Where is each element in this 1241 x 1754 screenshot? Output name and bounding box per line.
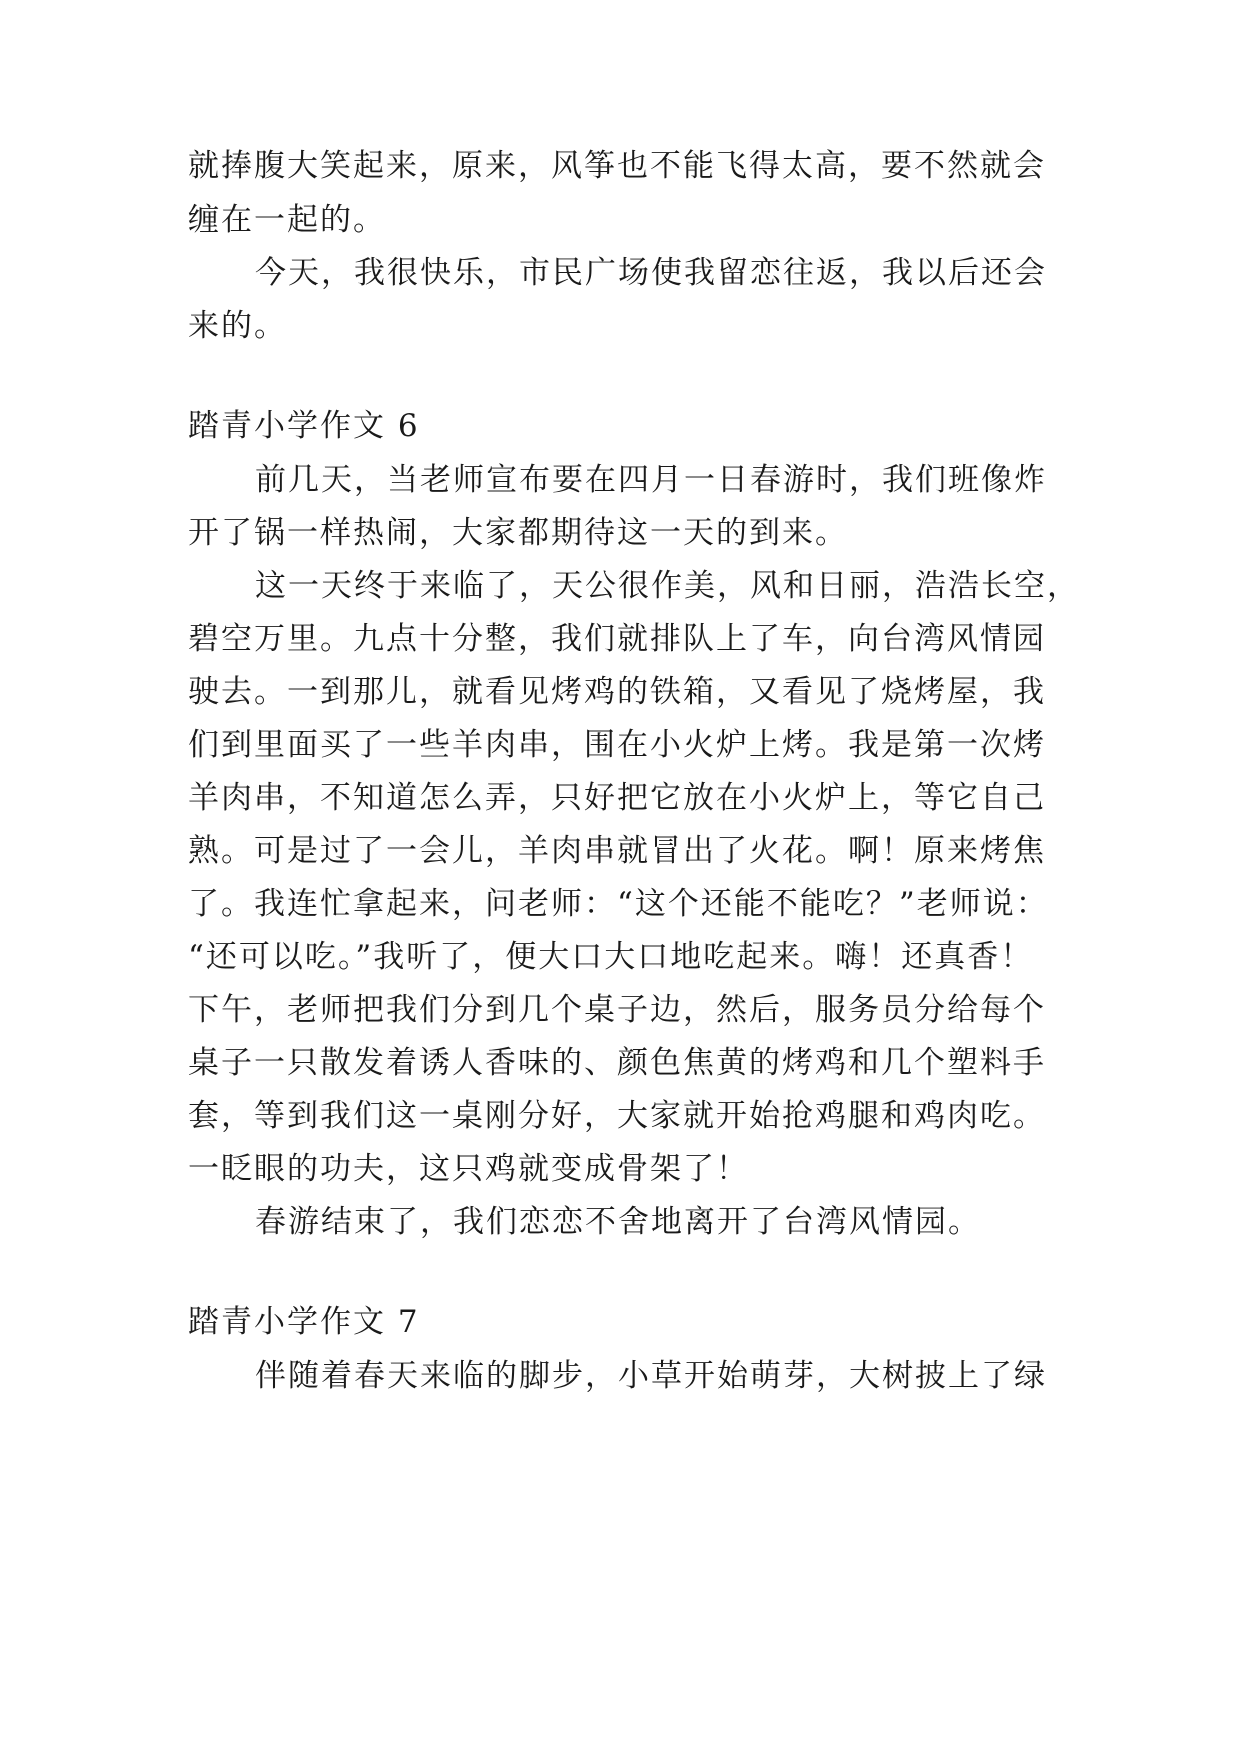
text-line: 碧空万里。九点十分整，我们就排队上了车，向台湾风情园	[188, 621, 1046, 657]
text-line: 今天，我很快乐，市民广场使我留恋往返，我以后还会	[255, 255, 1047, 291]
text-line: 们到里面买了一些羊肉串，围在小火炉上烤。我是第一次烤	[188, 727, 1046, 763]
text-line: 开了锅一样热闹，大家都期待这一天的到来。	[188, 515, 848, 551]
text-line: 前几天，当老师宣布要在四月一日春游时，我们班像炸	[255, 462, 1047, 498]
text-line: 伴随着春天来临的脚步，小草开始萌芽，大树披上了绿	[255, 1358, 1047, 1394]
section-title: 踏青小学作文 7	[188, 1304, 420, 1340]
text-line: 熟。可是过了一会儿，羊肉串就冒出了火花。啊！原来烤焦	[188, 833, 1046, 869]
text-line: 驶去。一到那儿，就看见烤鸡的铁箱，又看见了烧烤屋，我	[188, 674, 1046, 710]
text-line: 桌子一只散发着诱人香味的、颜色焦黄的烤鸡和几个塑料手	[188, 1045, 1046, 1081]
section-title: 踏青小学作文 6	[188, 408, 420, 444]
text-line: 春游结束了，我们恋恋不舍地离开了台湾风情园。	[255, 1204, 981, 1240]
text-line: 了。我连忙拿起来，问老师：“这个还能不能吃？”老师说：	[188, 886, 1049, 922]
text-line: 套，等到我们这一桌刚分好，大家就开始抢鸡腿和鸡肉吃。	[188, 1098, 1046, 1134]
text-line: 缠在一起的。	[188, 202, 386, 238]
text-line: 羊肉串，不知道怎么弄，只好把它放在小火炉上，等它自己	[188, 780, 1046, 816]
text-line: 一眨眼的功夫，这只鸡就变成骨架了！	[188, 1151, 749, 1187]
text-line: 下午，老师把我们分到几个桌子边，然后，服务员分给每个	[188, 992, 1046, 1028]
text-line: “还可以吃。”我听了，便大口大口地吃起来。嗨！还真香！	[188, 939, 1034, 975]
text-line: 这一天终于来临了，天公很作美，风和日丽，浩浩长空，	[255, 568, 1080, 604]
text-line: 来的。	[188, 308, 287, 344]
text-line: 就捧腹大笑起来，原来，风筝也不能飞得太高，要不然就会	[188, 148, 1046, 184]
